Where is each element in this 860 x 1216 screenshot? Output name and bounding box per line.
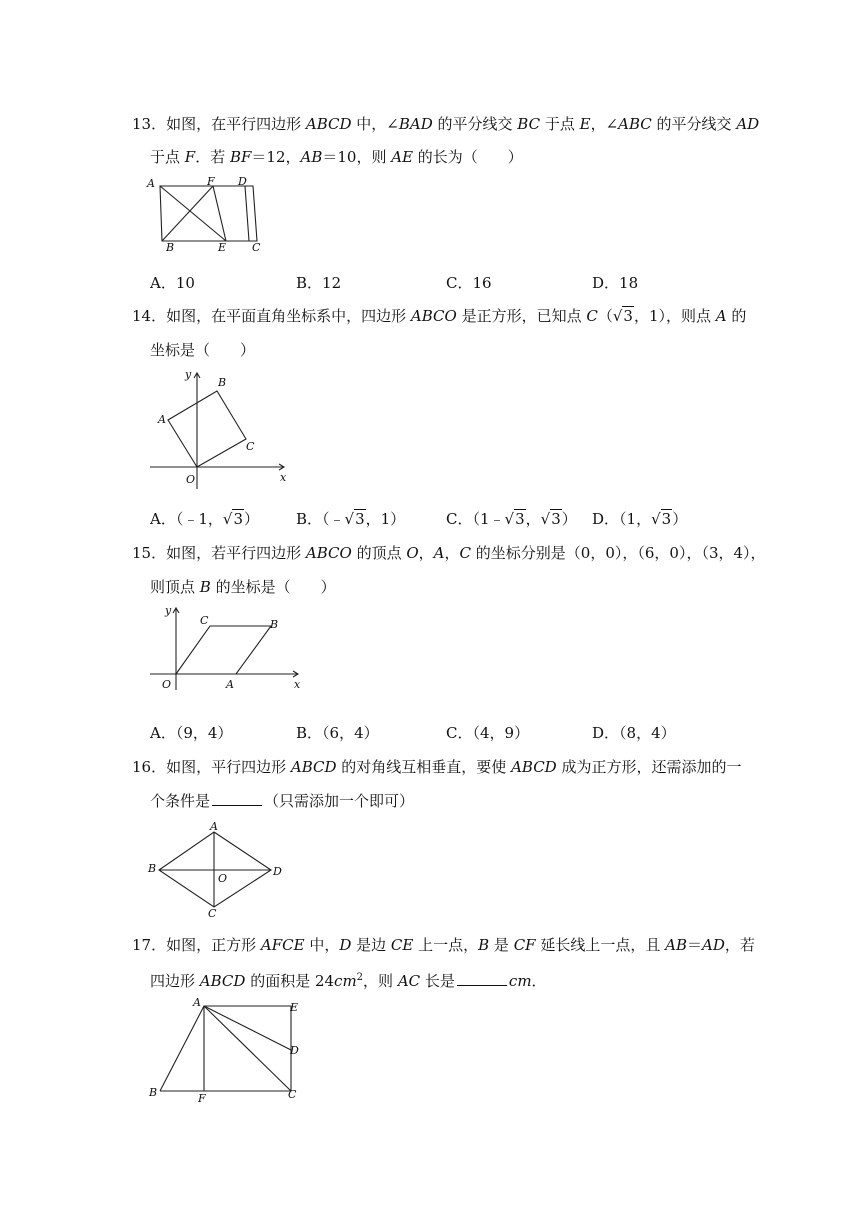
q14-figure [148,368,298,493]
q17-label-d: D [290,1044,299,1057]
q13-option-c[interactable]: C．16 [446,274,492,292]
q14-option-c[interactable]: C．（1﹣√3，√3） [446,510,577,528]
q17-label-a: A [193,996,201,1009]
answer-blank[interactable] [212,793,262,806]
q13-line-1: 13．如图，在平行四边形 ABCD 中，∠BAD 的平分线交 BC 于点 E，∠ABC 的平分线交 AD [132,115,760,133]
q15-label-c: C [200,614,209,627]
q15-option-c[interactable]: C．（4，9） [446,724,530,742]
q13-label-a: A [147,177,155,190]
q17-label-f: F [198,1092,206,1105]
q15-label-o: O [162,678,172,691]
sqrt-symbol: √3 [612,307,633,325]
q17-label-e: E [290,1001,299,1014]
q13-label-d: D [238,175,247,188]
q13-parallelogram-abcd [160,186,257,241]
q14-option-d[interactable]: D．（1，√3） [592,510,688,528]
q14-label-x: x [280,471,287,484]
q13-option-a[interactable]: A．10 [150,274,195,292]
q13-option-b[interactable]: B．12 [296,274,342,292]
q17-line-2: 四边形 ABCD 的面积是 $24cm^2$，则 AC 长是 cm． [150,972,547,990]
q15-figure [148,602,308,697]
q17-label-c: C [288,1088,297,1101]
q16-label-a: A [210,820,218,833]
q15-label-y: y [165,604,172,617]
q16-label-b: B [148,862,157,875]
q16-line-2: 个条件是 （只需添加一个即可） [150,792,415,810]
q13-option-d[interactable]: D．18 [592,274,639,292]
q14-label-b: B [218,376,227,389]
sqrt-symbol: √3 [344,510,365,528]
q13-label-b: B [166,241,175,254]
answer-blank[interactable] [457,973,507,986]
sqrt-symbol: √3 [651,510,672,528]
q14-option-a[interactable]: A．（﹣1，√3） [150,510,260,528]
q17-line-1: 17．如图，正方形 AFCE 中，D 是边 CE 上一点，B 是 CF 延长线上一点，且 AB＝AD，若 [132,936,755,954]
sqrt-symbol: √3 [540,510,561,528]
q17-segment-ab [160,1006,204,1091]
q14-square-abco [168,391,246,467]
q16-line-1: 16．如图，平行四边形 ABCD 的对角线互相垂直，要使 ABCD 成为正方形，还需添加的一 [132,758,742,776]
q14-label-a: A [158,413,166,426]
q13-segment-mid [245,186,249,241]
q17-label-b: B [149,1086,158,1099]
q13-label-e: E [218,241,227,254]
q15-line-2: 则顶点 B 的坐标是（ ） [150,578,336,596]
q15-option-b[interactable]: B．（6，4） [296,724,379,742]
q16-figure [146,820,286,920]
q15-label-b: B [270,618,279,631]
q15-label-x: x [294,678,301,691]
q14-option-b[interactable]: B．（﹣√3，1） [296,510,406,528]
q14-line-2: 坐标是（ ） [150,341,256,359]
q17-segment-ad [204,1006,291,1050]
q17-segment-ac [204,1006,291,1091]
q15-line-1: 15．如图，若平行四边形 ABCO 的顶点 O，A，C 的坐标分别是（0，0），（6，0），（3，4）， [132,544,766,562]
q14-label-c: C [246,440,255,453]
q17-figure [146,996,316,1106]
q15-option-a[interactable]: A．（9，4） [150,724,233,742]
sqrt-symbol: √3 [504,510,525,528]
q14-label-y: y [185,368,192,381]
q13-figure [145,175,275,260]
q15-label-a: A [226,678,234,691]
q16-label-c: C [208,907,217,920]
q15-option-d[interactable]: D．（8，4） [592,724,676,742]
q16-label-o: O [218,872,228,885]
q14-label-o: O [186,473,196,486]
q13-line-2: 于点 F．若 BF＝12，AB＝10，则 AE 的长为（ ） [150,148,523,166]
q13-label-c: C [252,241,261,254]
q13-segment-fe [213,186,226,241]
q14-line-1: 14．如图，在平面直角坐标系中，四边形 ABCO 是正方形，已知点 C（√3，1），则点 A 的 [132,307,747,325]
q16-label-d: D [273,865,282,878]
q13-label-f: F [207,175,215,188]
q15-parallelogram-abco [176,626,271,674]
sqrt-symbol: √3 [222,510,243,528]
